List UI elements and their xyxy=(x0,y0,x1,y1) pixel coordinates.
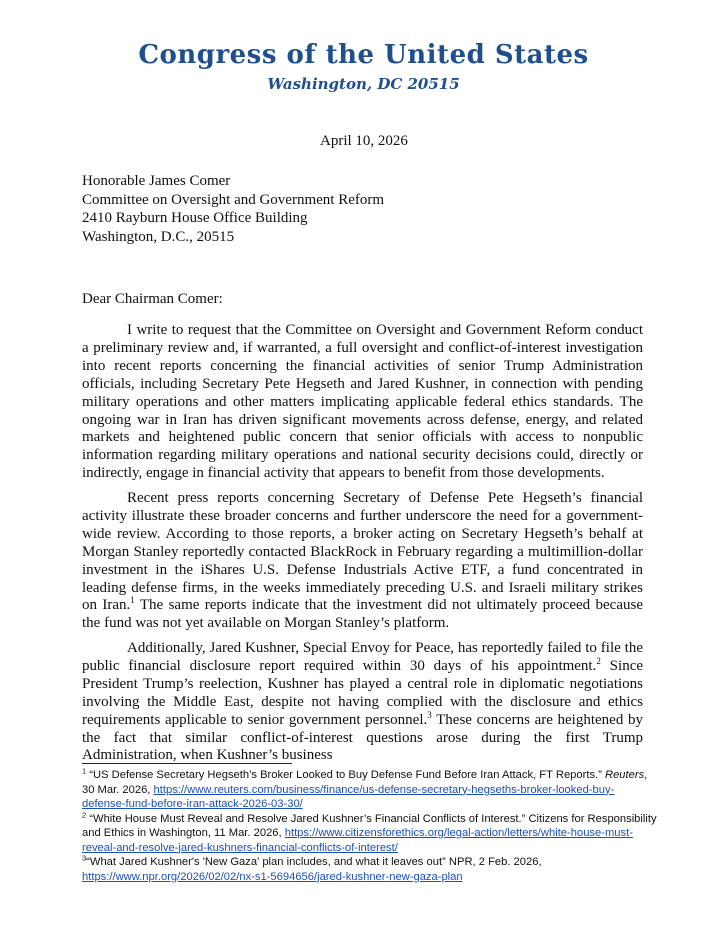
footnote-ref-1[interactable]: 1 xyxy=(130,595,135,606)
letterhead-title: Congress of the United States xyxy=(138,40,589,70)
letter-date: April 10, 2026 xyxy=(320,133,408,149)
paragraph-3 xyxy=(82,640,643,765)
salutation: Dear Chairman Comer: xyxy=(82,291,223,307)
footnote-2 xyxy=(82,809,657,856)
footnote-3 xyxy=(82,855,657,884)
footnote-3-text: “What Jared Kushner's 'New Gaza' plan includes, and what it leaves out” NPR, 2 Feb. 2026, xyxy=(86,856,542,868)
recipient-name: Honorable James Comer xyxy=(82,173,231,189)
footnote-1-text-b: , 30 Mar. 2026, xyxy=(82,769,648,796)
paragraph-2-text-b: The same reports indicate that the investment did not ultimately proceed because the fund was not yet available on Morgan Stanley’s platform. xyxy=(82,597,643,632)
paragraph-1-text: I write to request that the Committee on Oversight and Government Reform conduct a preliminary review and, if warranted, a full oversight and conflict-of-interest investigation into recent reports concerning the financial activities of senior Trump Administration officials, including Secretary Pete Hegseth and Jared Kushner, in connection with pending military operations and other matters implicating applicable federal ethics standards. The ongoing war in Iran has driven significant movements across defense, energy, and related markets and heightened public concern that senior officials with access to nonpublic information regarding military operations and national security decisions could, directly or indirectly, engage in financial activity that appears to benefit from those developments. xyxy=(82,322,643,482)
footnote-1-source: Reuters xyxy=(604,769,645,781)
letterhead xyxy=(0,40,727,94)
paragraph-2-text-a: Recent press reports concerning Secretary of Defense Pete Hegseth’s financial activity illustrate these broader concerns and further underscore the need for a government-wide review. According to those reports, a broker acting on Secretary Hegseth’s behalf at Morgan Stanley reportedly contacted BlackRock in February regarding a multimillion-dollar investment in the iShares U.S. Defense Industrials Active ETF, a fund concentrated in leading defense firms, in the weeks immediately preceding U.S. and Israeli military strikes on Iran. xyxy=(82,490,643,614)
paragraph-3-text-c: These concerns are heightened by the fact that similar conflict-of-interest questions arose during the first Trump Administration, when Kushner’s business xyxy=(82,711,643,764)
paragraph-3-text-a: Additionally, Jared Kushner, Special Envoy for Peace, has reportedly failed to file the public financial disclosure report required within 30 days of his appointment. xyxy=(82,640,643,674)
recipient-street: 2410 Rayburn House Office Building xyxy=(82,210,308,226)
footnote-ref-2[interactable]: 2 xyxy=(596,655,601,666)
footnote-1-link[interactable]: https://www.reuters.com/business/finance/us-defense-secretary-hegseths-broker-looked-buy-defense-fund-before-iran-attack-2026-03-30/ xyxy=(82,783,615,810)
paragraph-3-text-b: Since President Trump’s reelection, Kushner has played a central role in diplomatic negotiations involving the Middle East, despite not having complied with the disclosure and ethics requirements applicable to senior government personnel. xyxy=(82,657,644,728)
footnote-divider xyxy=(82,763,292,764)
footnote-3-link[interactable]: https://www.npr.org/2026/02/02/nx-s1-5694656/jared-kushner-new-gaza-plan xyxy=(82,870,463,883)
footnote-2-link[interactable]: https://www.citizensforethics.org/legal-action/letters/white-house-must-reveal-and-resolve-jared-kushners-financial-conflicts-of-interest/ xyxy=(82,827,633,854)
recipient-address xyxy=(82,172,384,246)
paragraph-2 xyxy=(82,490,643,633)
recipient-city: Washington, D.C., 20515 xyxy=(82,228,235,245)
footnotes xyxy=(82,768,657,884)
footnote-ref-3[interactable]: 3 xyxy=(427,709,432,720)
paragraph-1 xyxy=(82,322,643,483)
footnote-3-number: 3 xyxy=(82,853,87,863)
footnote-1-text-a: “US Defense Secretary Hegseth’s Broker Looked to Buy Defense Fund Before Iran Attack, FT Reports.” xyxy=(86,769,605,781)
footnote-1-number: 1 xyxy=(82,766,87,776)
footnote-2-number: 2 xyxy=(82,809,87,819)
letterhead-subtitle: Washington, DC 20515 xyxy=(267,75,460,93)
footnote-1 xyxy=(82,768,657,812)
recipient-committee: Committee on Oversight and Government Reform xyxy=(82,191,385,208)
footnote-2-text: “White House Must Reveal and Resolve Jared Kushner’s Financial Conflicts of Interest.” Citizens for Responsibility and Ethics in Washington, 11 Mar. 2026, xyxy=(82,812,657,839)
